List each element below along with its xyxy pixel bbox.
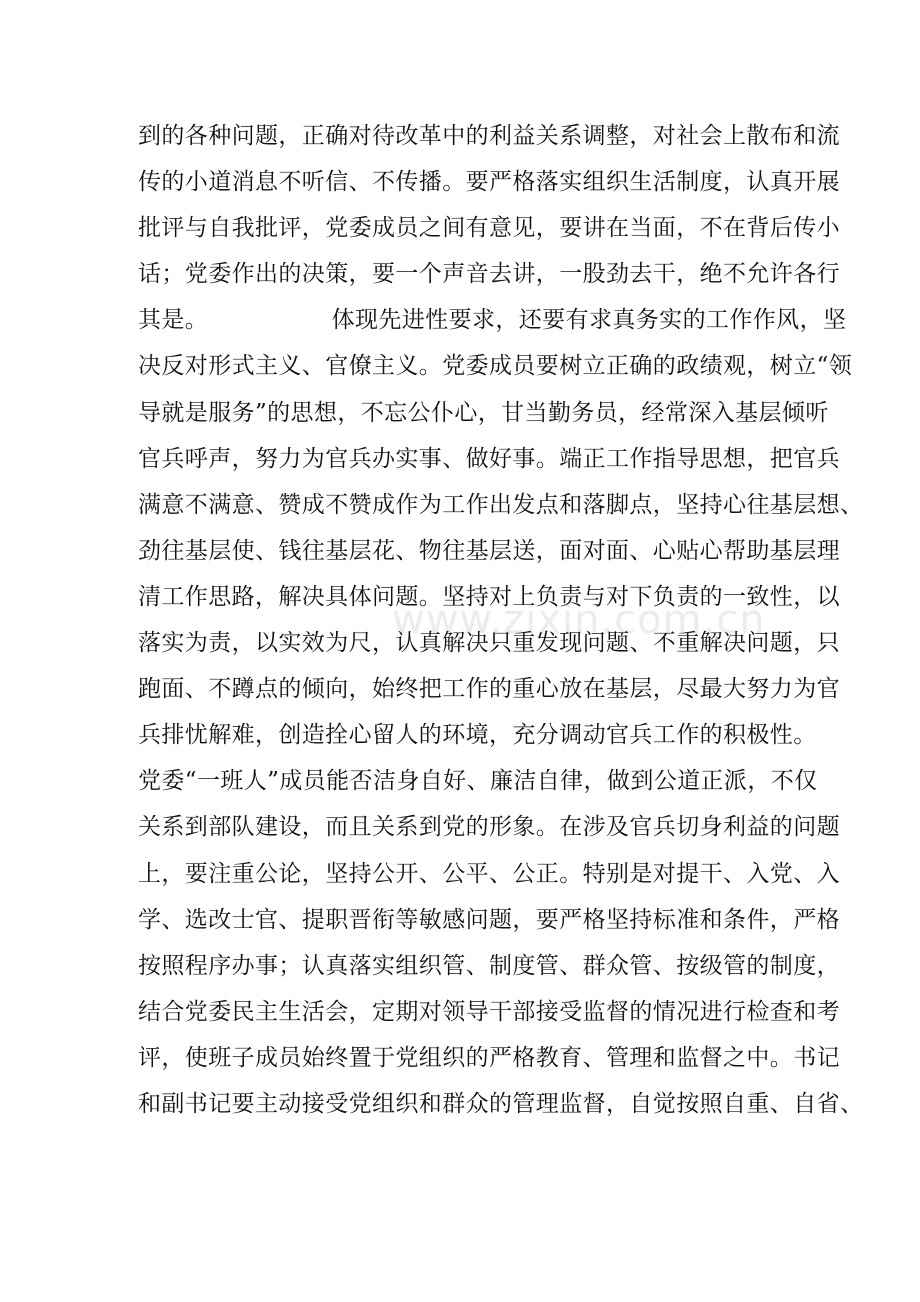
text-line: 学、选改士官、提职晋衔等敏感问题，要严格坚持标准和条件，严格 bbox=[138, 906, 840, 933]
text-line: 清工作思路，解决具体问题。坚持对上负责与对下负责的一致性，以 bbox=[138, 583, 840, 610]
text-line: 结合党委民主生活会，定期对领导干部接受监督的情况进行检查和考 bbox=[138, 998, 840, 1025]
text-line: 兵排忧解难，创造拴心留人的环境，充分调动官兵工作的积极性。 bbox=[138, 722, 817, 749]
text-line: 落实为责，以实效为尺，认真解决只重发现问题、不重解决问题，只 bbox=[138, 630, 840, 657]
text-line: 官兵呼声，努力为官兵办实事、做好事。端正工作指导思想，把官兵 bbox=[138, 445, 840, 472]
text-line: 劲往基层使、钱往基层花、物往基层送，面对面、心贴心帮助基层理 bbox=[138, 537, 840, 564]
text-line: 话；党委作出的决策，要一个声音去讲，一股劲去干，绝不允许各行 bbox=[138, 261, 840, 288]
text-line: 满意不满意、赞成不赞成作为工作出发点和落脚点，坚持心往基层想、 bbox=[138, 491, 864, 518]
text-line: 党委“一班人”成员能否洁身自好、廉洁自律，做到公道正派，不仅 bbox=[138, 768, 818, 795]
text-line: 和副书记要主动接受党组织和群众的管理监督，自觉按照自重、自省、 bbox=[138, 1090, 864, 1117]
text-line: 导就是服务”的思想，不忘公仆心，甘当勤务员，经常深入基层倾听 bbox=[138, 399, 829, 426]
text-line: 决反对形式主义、官僚主义。党委成员要树立正确的政绩观，树立“领 bbox=[138, 353, 853, 380]
text-line: 评，使班子成员始终置于党组织的严格教育、管理和监督之中。书记 bbox=[138, 1044, 840, 1071]
text-line: 到的各种问题，正确对待改革中的利益关系调整，对社会上散布和流 bbox=[138, 123, 840, 149]
text-line: 上，要注重公论，坚持公开、公平、公正。特别是对提干、入党、入 bbox=[138, 860, 840, 887]
text-line: 关系到部队建设，而且关系到党的形象。在涉及官兵切身利益的问题 bbox=[138, 814, 840, 841]
text-line: 其是。 体现先进性要求，还要有求真务实的工作作风，坚 bbox=[138, 307, 847, 334]
text-line: 传的小道消息不听信、不传播。要严格落实组织生活制度，认真开展 bbox=[138, 169, 840, 196]
watermark: www.zixin.com.cn bbox=[392, 597, 766, 643]
text-line: 跑面、不蹲点的倾向，始终把工作的重心放在基层，尽最大努力为官 bbox=[138, 676, 840, 703]
text-line: 批评与自我批评，党委成员之间有意见，要讲在当面，不在背后传小 bbox=[138, 215, 840, 242]
text-line: 按照程序办事；认真落实组织管、制度管、群众管、按级管的制度， bbox=[138, 952, 840, 979]
